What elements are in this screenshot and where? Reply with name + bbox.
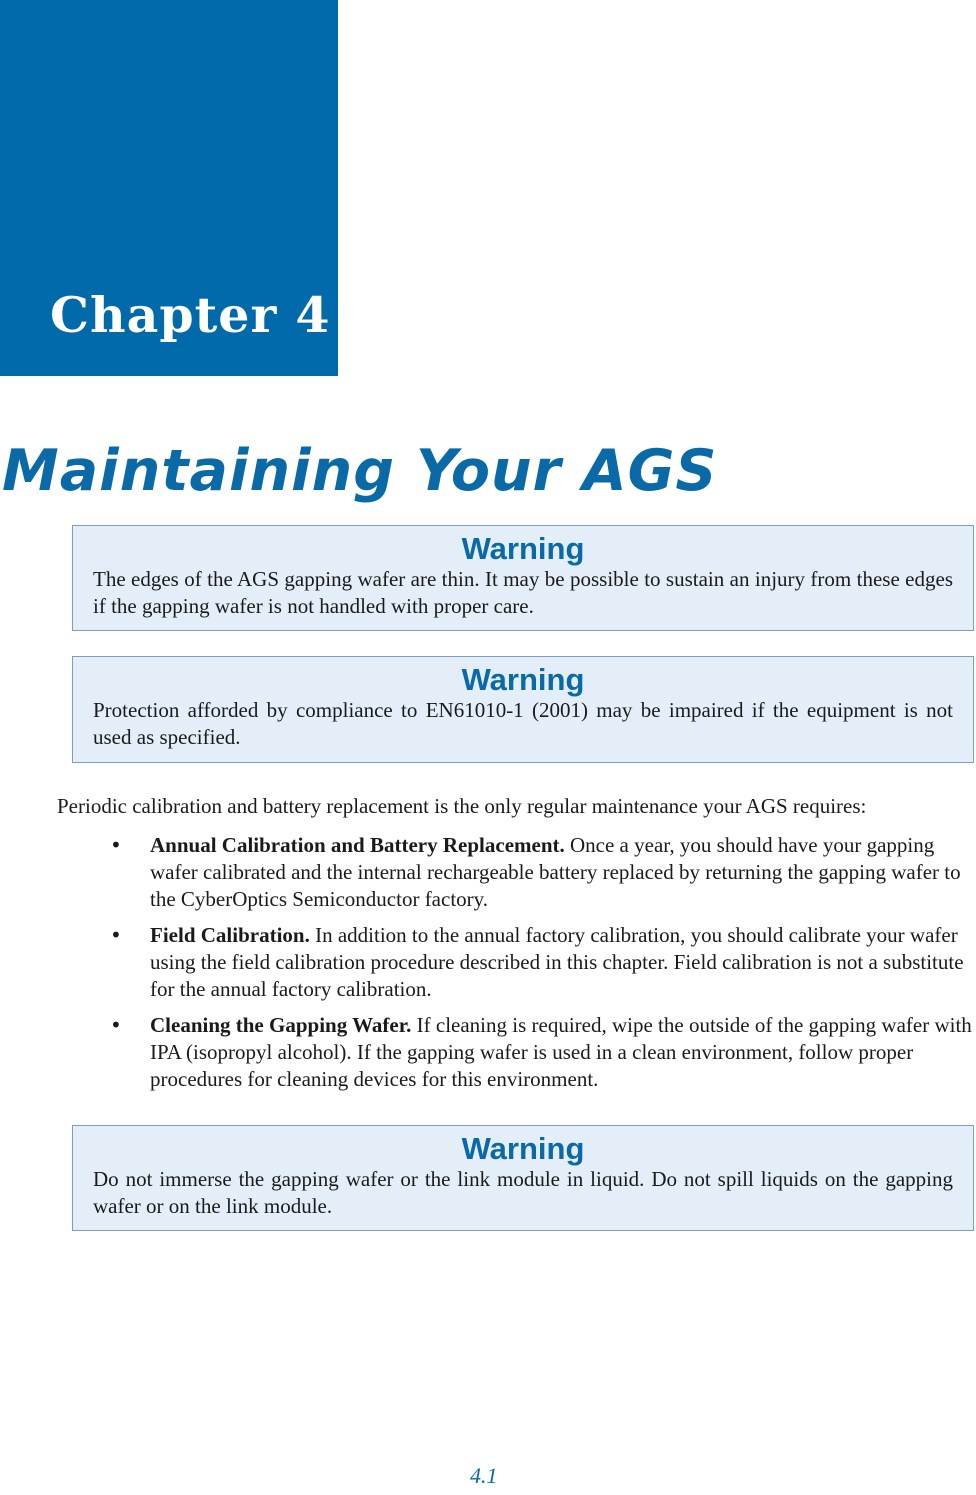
bullet-icon: •: [110, 1013, 122, 1037]
list-item-lead: Cleaning the Gapping Wafer.: [150, 1013, 412, 1037]
bullet-icon: •: [110, 833, 122, 857]
chapter-label: Chapter 4: [50, 286, 331, 344]
list-item-cleaning: [110, 1012, 972, 1093]
list-item-annual-calibration: [110, 832, 972, 913]
warning-title: Warning: [461, 662, 585, 697]
warning-title: Warning: [461, 1131, 585, 1166]
page-title: Maintaining Your AGS: [2, 438, 718, 504]
chapter-banner: [0, 0, 338, 376]
list-item-lead: Annual Calibration and Battery Replacement.: [150, 833, 565, 857]
warning-box-compliance: [72, 656, 974, 763]
page-number: 4.1: [470, 1463, 498, 1488]
warning-text: Protection afforded by compliance to EN61010-1 (2001) may be impaired if the equipment is not used as specified.: [93, 698, 953, 749]
warning-title: Warning: [461, 531, 585, 566]
warning-text: The edges of the AGS gapping wafer are thin. It may be possible to sustain an injury from these edges if the gapping wafer is not handled with proper care.: [93, 567, 953, 618]
list-item-field-calibration: [110, 922, 972, 1003]
maintenance-list: [110, 832, 972, 1102]
list-item-lead: Field Calibration.: [150, 923, 310, 947]
warning-box-wafer-edges: [72, 525, 974, 631]
list-item-text: If cleaning is required, wipe the outside of the gapping wafer with IPA (isopropyl alcohol). If the gapping wafer is used in a clean environment, follow proper procedures for cleaning devices for this environment.: [150, 1013, 972, 1091]
warning-text: Do not immerse the gapping wafer or the link module in liquid. Do not spill liquids on the gapping wafer or on the link module.: [93, 1167, 953, 1218]
list-item-text: Once a year, you should have your gapping wafer calibrated and the internal rechargeable battery replaced by returning the gapping wafer to the CyberOptics Semiconductor factory.: [150, 833, 961, 911]
list-item-text: In addition to the annual factory calibration, you should calibrate your wafer using the field calibration procedure described in this chapter. Field calibration is not a substitute for the annual factory calibration.: [150, 923, 964, 1001]
intro-paragraph: Periodic calibration and battery replacement is the only regular maintenance your AGS requires:: [57, 794, 867, 818]
warning-box-liquids: [72, 1125, 974, 1231]
bullet-icon: •: [110, 923, 122, 947]
